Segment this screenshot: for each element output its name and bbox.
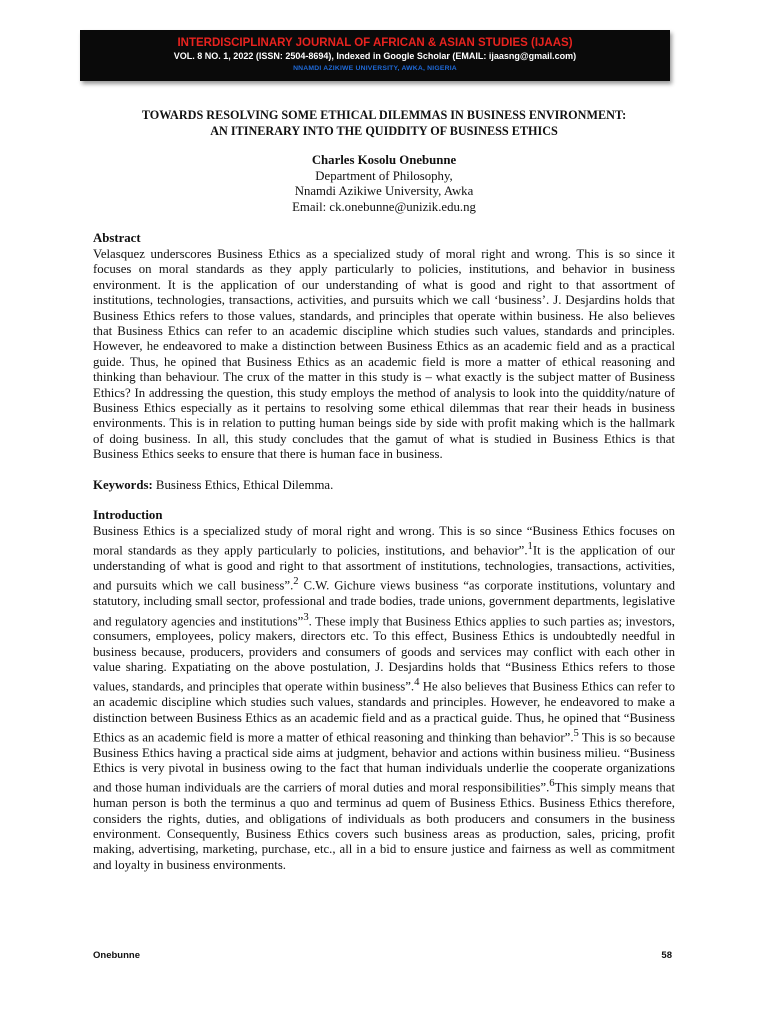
page-number: 58 [661,950,672,961]
abstract-heading: Abstract [93,231,141,245]
article-title-line-1: TOWARDS RESOLVING SOME ETHICAL DILEMMAS IN BUSINESS ENVIRONMENT: [141,108,627,122]
footnote-ref-4[interactable]: 4 [414,677,420,689]
author-department: Department of Philosophy, [315,168,453,183]
author-name: Charles Kosolu Onebunne [311,153,457,167]
introduction-heading: Introduction [93,508,163,522]
intro-sentence-7: This simply means that human person is both the terminus a quo and terminus ad quem of Business Ethics. Business Ethics therefore, considers the rights, duties, and obligations of individuals as both producers and consumers in the business environment. Consequently, Business Ethics covers such business areas as production, sales, pricing, profit making, advertising, marketing, purchase, etc., all in a bid to ensure justice and fairness as well as commitment and loyalty in business environments. [93,780,675,872]
footnote-ref-6[interactable]: 6 [549,778,555,790]
abstract-text: Velasquez underscores Business Ethics as a specialized study of moral right and wrong. This is so since it focuses on moral standards as they apply particularly to policies, institutions, and behavior in business environment. It is the application of our understanding of what is good and right to that assortment of institutions, technologies, transactions, activities, and pursuits which we call ‘business’. J. Desjardins holds that Business Ethics refers to those values, standards, and principles that operate within business. He also believes that Business Ethics can refer to an academic discipline which studies such values, standards and principles. However, he endeavored to make a distinction between Business Ethics as an academic field and as a practical guide. Thus, he opined that Business Ethics as an academic field is more a matter of ethical reasoning and thinking than behaviour. The crux of the matter in this study is – what exactly is the subject matter of Business Ethics? In addressing the question, this study employs the method of analysis to look into the quiddity/nature of Business Ethics especially as it pertains to resolving some ethical dilemmas that rear their heads in business environments. This is in relation to putting human beings side by side with profit making which is the hallmark of doing business. In all, this study concludes that the gamut of what is studied in Business Ethics is that Business Ethics seeks to ensure that there is human face in business. [93,247,675,462]
intro-sentence-4: . These imply that Business Ethics applies to such parties as; investors, consumers, employees, policy makers, directors etc. To this effect, Business Ethics is undoubtedly needful in business because, producers, providers and consumers of goods and services may conflict with each other in value sharing. Expatiating on the above postulation, J. Desjardins holds that “Business Ethics refers to those values, standards, and principles that operate within business”. [93,613,675,694]
footnote-ref-1[interactable]: 1 [527,541,533,553]
journal-university: NNAMDI AZIKIWE UNIVERSITY, AWKA, NIGERIA [293,65,457,72]
keywords-label: Keywords: [93,478,153,492]
keywords-value: Business Ethics, Ethical Dilemma. [155,478,334,492]
journal-volume-line: VOL. 8 NO. 1, 2022 (ISSN: 2504-8694), Indexed in Google Scholar (EMAIL: ijaasng@gmail.com) [173,51,577,61]
keywords-line [93,478,333,493]
author-block [90,153,678,215]
author-institution: Nnamdi Azikiwe University, Awka [294,184,474,198]
intro-sentence-6: This is so because Business Ethics having a practical side aims at judgment, behavior and actions within business milieu. “Business Ethics is very pivotal in business owing to the fact that human individuals underlie the cooperate organizations and those human individuals are the carriers of moral duties and moral responsibilities”. [93,730,675,795]
footnote-ref-5[interactable]: 5 [573,727,579,739]
footer-author: Onebunne [93,950,140,961]
intro-sentence-1: Business Ethics is a specialized study of moral right and wrong. This is so since “Business Ethics focuses on moral standards as they apply particularly to policies, institutions, and behavior”. [93,524,675,558]
footnote-ref-2[interactable]: 2 [293,576,299,588]
intro-sentence-3: C.W. Gichure views business “as corporate institutions, voluntary and statutory, including small sector, professional and trade bodies, trade unions, government departments, legislative and regulatory agencies and institutions” [93,578,675,628]
intro-sentence-5: He also believes that Business Ethics can refer to an academic discipline which studies such values, standards and principles. However, he endeavored to make a distinction between Business Ethics as an academic field and as a practical guide. Thus, he opined that “Business Ethics as an academic field is more a matter of ethical reasoning and thinking than behavior”. [93,679,676,745]
journal-header-banner [80,30,670,81]
introduction-text [93,524,675,873]
journal-title: INTERDISCIPLINARY JOURNAL OF AFRICAN & ASIAN STUDIES (IJAAS) [177,37,573,49]
footnote-ref-3[interactable]: 3 [303,611,309,623]
article-title-line-2: AN ITINERARY INTO THE QUIDDITY OF BUSINESS ETHICS [210,124,558,138]
article-title [90,107,678,139]
author-email: Email: ck.onebunne@unizik.edu.ng [292,199,476,214]
intro-sentence-2: It is the application of our understanding of what is good and right to that assortment of institutions, technologies, transactions, activities, and pursuits which we call business”. [93,543,675,593]
